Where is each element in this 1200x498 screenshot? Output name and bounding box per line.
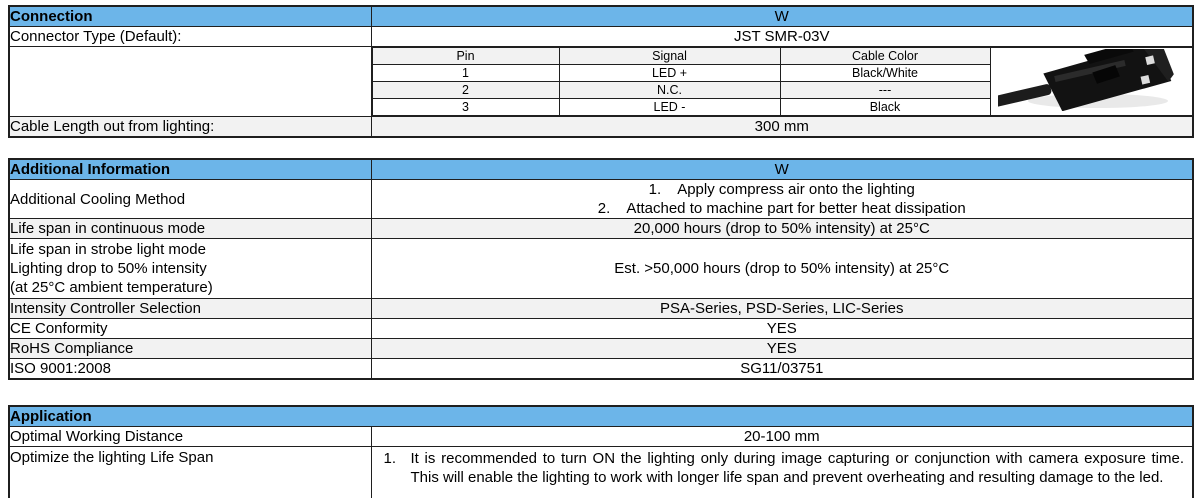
pin-signal: LED + (559, 65, 780, 82)
item-number: 1. (383, 450, 397, 467)
rohs-compliance-value: YES (371, 339, 1193, 359)
section-header-connection: Connection (9, 6, 371, 27)
pin-cable-color: --- (780, 82, 990, 99)
application-table (8, 405, 1194, 498)
connector-type-label: Connector Type (Default): (9, 27, 371, 47)
cooling-item (372, 180, 1193, 199)
cooling-method-value (371, 180, 1193, 219)
label-line: Life span in strobe light mode (10, 241, 206, 258)
lifespan-strobe-label (9, 239, 371, 299)
iso-value: SG11/03751 (371, 359, 1193, 380)
item-text: Attached to machine part for better heat dissipation (626, 200, 966, 217)
spacer (8, 380, 1192, 405)
table-row (9, 406, 1193, 427)
pin-table-cell (371, 47, 1193, 117)
item-text: Apply compress air onto the lighting (677, 181, 915, 198)
table-row (9, 299, 1193, 319)
table-row (9, 47, 1193, 117)
cable-length-value: 300 mm (371, 117, 1193, 138)
ce-conformity-value: YES (371, 319, 1193, 339)
label-line: (at 25°C ambient temperature) (10, 279, 213, 296)
connection-table (8, 5, 1194, 138)
item-number: 2. (597, 200, 611, 217)
ce-conformity-label: CE Conformity (9, 319, 371, 339)
pin-table (372, 47, 1193, 116)
rohs-compliance-label: RoHS Compliance (9, 339, 371, 359)
optimize-lifespan-value (371, 447, 1193, 498)
section-header-model: W (371, 6, 1193, 27)
item-number: 1. (648, 181, 662, 198)
table-row (9, 319, 1193, 339)
cable-color-col-header: Cable Color (780, 48, 990, 65)
table-row (9, 339, 1193, 359)
pin-header-row (372, 48, 1192, 65)
table-row (9, 447, 1193, 498)
table-row (9, 159, 1193, 180)
section-header-additional-info: Additional Information (9, 159, 371, 180)
section-header-model: W (371, 159, 1193, 180)
lifespan-continuous-value: 20,000 hours (drop to 50% intensity) at 25°C (371, 219, 1193, 239)
lifespan-strobe-value: Est. >50,000 hours (drop to 50% intensity) at 25°C (371, 239, 1193, 299)
label-line: Optimize the lighting Life Span (10, 449, 214, 466)
section-header-application: Application (9, 406, 1193, 427)
lifespan-continuous-label: Life span in continuous mode (9, 219, 371, 239)
spacer (8, 138, 1192, 158)
pin-cable-color: Black (780, 99, 990, 116)
working-distance-label: Optimal Working Distance (9, 427, 371, 447)
pin-cable-color: Black/White (780, 65, 990, 82)
intensity-controller-label: Intensity Controller Selection (9, 299, 371, 319)
optimize-lifespan-label (9, 447, 371, 498)
table-row (9, 6, 1193, 27)
table-row (9, 219, 1193, 239)
pin-signal: N.C. (559, 82, 780, 99)
working-distance-value: 20-100 mm (371, 427, 1193, 447)
pin-signal: LED - (559, 99, 780, 116)
table-row (9, 359, 1193, 380)
pin-number: 2 (372, 82, 559, 99)
iso-label: ISO 9001:2008 (9, 359, 371, 380)
cable-length-label: Cable Length out from lighting: (9, 117, 371, 138)
additional-info-table (8, 158, 1194, 380)
pin-col-header: Pin (372, 48, 559, 65)
table-row (9, 427, 1193, 447)
connector-image-cell (990, 48, 1192, 116)
table-row (9, 27, 1193, 47)
cooling-method-label: Additional Cooling Method (9, 180, 371, 219)
intensity-controller-value: PSA-Series, PSD-Series, LIC-Series (371, 299, 1193, 319)
connector-type-value: JST SMR-03V (371, 27, 1193, 47)
table-row (9, 117, 1193, 138)
table-row (9, 239, 1193, 299)
pin-number: 1 (372, 65, 559, 82)
cooling-item (372, 199, 1193, 218)
label-line: Lighting drop to 50% intensity (10, 260, 207, 277)
item-text: It is recommended to turn ON the lighting only during image capturing or conjunction with camera exposure time. This will enable the lighting to work with longer life span and prevent overheating and resulting damage to the led. (410, 450, 1185, 486)
signal-col-header: Signal (559, 48, 780, 65)
application-note (372, 447, 1193, 489)
table-row (9, 180, 1193, 219)
jst-connector-photo-icon (998, 49, 1184, 111)
pin-number: 3 (372, 99, 559, 116)
empty-cell (9, 47, 371, 117)
